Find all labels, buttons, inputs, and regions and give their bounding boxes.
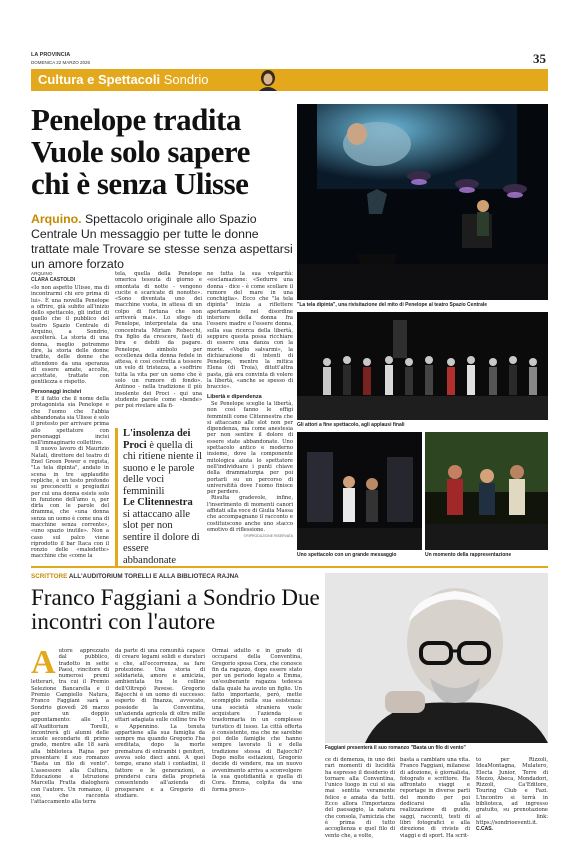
paragraph: to per Rizzoli, IdeaMontagna, Mulatero, Electa Junior, Terre di Mezzo, Abeca, Mondadori, Rizzoli, Ca'Editore, Touring Club e Fazi. L'incontro si terrà in biblioteca, ad ingresso gratuito, su prenotazione al link: https://sondrioeventi.it.: [476, 757, 548, 826]
paragraph: tela, quella della Penelope omerica tessuta di giorno e smontata di notte - vengono cucite e scaricate di nonotte». «Sono diventata uno dei macchine vuota, in attesa di un colpo di fortuna che non arriverà mai». Lo sfogo di Penelope, interpretata da una concentrata Miriam Rebecchi, fra figlio da crescere, fasti di bira e debiti da pagare. Penelope, simbolo per eccellenza della donna fedele in attesa, è così costretta a tessere un velo di tristezza, a «soffrire tutta la vita per un uomo che è solo un rumore di fondo». Antinoo - nella tradizione il più insolente dei Proci - qui una studente parole come «bende» per poi rivelare alla fi-: [115, 271, 202, 410]
article2-column-5: [400, 757, 470, 839]
paragraph: «Io non aspetto Ulisse, ma di incontrarmi chi ero prima di lui». È una novella Penelope a offrire, già subito all'inizio dello spettacolo, gli indizi di quello che il pubblico del teatro Spazio Centrale di Arquino, a Sondrio, ascolterà. La storia di una donna, meglio potremmo dire, la storia delle donne tradite, delle donne che attendono da una speranza di essere amate, accolte, accettate, trattate con gentilezza e rispetto.: [31, 285, 109, 386]
article2-column-3: [212, 648, 302, 793]
main-stage-photo: [297, 104, 548, 300]
paragraph: Ormai adulto e in grado di occuparsi della Conventina, Gregorio sposa Cora, che conosce fin da ragazzo, dopo essere stato per un periodo legato a Emma, un'esuberante ragazza tedesca dalla quale ha avuto un figlio. Un fatto importante, però, mette scompiglio nella sua esistenza: una società straniera vuole acquistare l'azienda e trasformarla in un complesso turistico di lusso. La città offerta è consistente, ma che ne sarebbe poi delle famiglie che hanno sempre lavorato lì e della tradizione stessa di Bajocchi? Dopo molte esitazioni, Gregorio decide di vendere, ma un nuovo avvenimento arriva a sconvolgere la sua quotidianità e quella di Cora. Emma, colpita da una forma preco-: [212, 648, 302, 793]
article2-column-1: [31, 644, 109, 806]
page-number: 35: [533, 51, 546, 66]
paragraph: da parte di una comunità capace di creare legami solidi e duraturi e che, all'occorrenza, sa fare protezione. Una storia di solidarietà, amore e amicizia, ambientata tra le colline dell'Oltrepò Pavese. Gregorio Bajocchi è un uomo di successo: esperto di finanza, avvocato, possiede la Conventina, un'azienda agricola di oltre mille ettari adagiata sulle colline tra Po e Appennino. La tenuta appartiene alla sua famiglia da sempre ma quando Gregorio l'ha ereditata, dopo la morte prematura di entrambi i genitori, aveva solo dieci anni. A quei tempo, erano stati i contadini, il fattore e le generazioni, a prendersi cura della proprietà consentendo all'azienda di prosperare e a Gregorio di studiare.: [115, 648, 205, 799]
paragraph: basta a cambiare una vita. Franco Faggiani, milanese di adozione, è giornalista, fotografo e scrittore. Ha affrontato viaggi e reportage in diverse parti del mondo per poi dedicarsi alla realizzazione di guide, saggi, racconti, testi di libri fotografici e alla direzione di riviste di viaggi e di sport. Ha scrit-: [400, 757, 470, 839]
paragraph: Il nuovo lavoro di Maurizio Natali, direttore del teatro di Enel Green Power e regista, "La tela dipinta", andato in scena in tre applaudite repliche, è un testo profondo su preconcetti e pregiudizi per cui una donna esiste solo in funzione dell'amo o, per dirla con le parole del dramma, che «una donna senza un uomo è come una di macchine senza corrente», «uno spazio inutile». Non a caso sul palco viene riprodotto il bar Itaca con il ronzio delle «maledette» macchine che «come la: [31, 446, 109, 560]
author-portrait-illustration: [325, 573, 548, 743]
pull-quote-text: si attaccano alle slot per non sentire il dolore di essere abbandonate: [123, 508, 200, 566]
curtain-call-illustration: [297, 312, 548, 420]
pull-quote-lead: L'insolenza dei Proci: [123, 428, 191, 451]
paragraph: E il fatto che il nome della protagonista sia Penelope e che l'uomo che l'abbia abbandonata sia Ulisse è solo il pretesto per arrivare prima allo spettatore con personaggi incisi nell'immaginario collettivo.: [31, 396, 109, 447]
main-photo-caption: "La tela dipinta", una rivisitazione del mito di Penelope al teatro Spazio Centrale: [297, 302, 488, 308]
crosshead: Libertà e dipendenza: [207, 393, 262, 400]
crosshead: Personaggi incisivi: [31, 388, 82, 395]
drop-cap: A: [31, 644, 56, 681]
article2-column-2: [115, 648, 205, 799]
article-column-1: [31, 285, 109, 560]
paper-name: LA PROVINCIA: [31, 52, 71, 58]
pull-quote-text: è quella di chi ritiene niente il suono e le parole delle voci femminili: [123, 439, 203, 497]
kicker-location: ALL'AUDITORIUM TORELLI E ALLA BIBLIOTECA RAJNA: [68, 573, 239, 580]
article2-column-4: [325, 757, 395, 839]
paragraph: ne tutta la sua volgarità: «esclamazione: «Sedurre una donna - dice - è come scollare il rumore del mare in una conchiglia». Ecco che "la tela dipinta" inizia a riflettere apertamente nel disordine interiore della donna fra l'essere madre e l'essere donna, sulla sua ricerca della libertà, seppure questa possa ricchiare di essere una danza con la morte. «Voglio salvarmi», la dichiarazione di intenti di Penelope, mentre la mitica Elena (di Troia), ditutt'altra pasta, già era convinta di volere la libertà, «anche se spesso di braccio».: [207, 271, 293, 391]
issue-date: DOMENICA 22 MARZO 2026: [31, 60, 91, 65]
article-column-3: [207, 271, 293, 539]
byline-author: CLARA CASTOLDI: [31, 277, 76, 283]
pull-quote-1: [115, 428, 202, 497]
stage-scene-photo-right: [425, 432, 548, 550]
paragraph: Risulta gradevole, infine, l'inserimento di momenti canori affidati alla voce di Giulia Massa che accompagnano il racconto e costituiscono anche uno stacco emotivo di riflessione.: [207, 495, 293, 533]
section-bar: [31, 69, 548, 91]
byline-place: ARQUINO: [31, 271, 53, 276]
location-kicker: Arquino.: [31, 212, 82, 226]
author-photo: [325, 573, 548, 743]
copyright-credit: ©RIPRODUZIONE RISERVATA: [243, 534, 293, 539]
stage-scene-photo-left: [297, 432, 422, 550]
kicker-label: SCRITTORE: [31, 573, 68, 580]
scene-right-illustration: [425, 432, 548, 550]
article2-headline: Franco Faggiani a Sondrio Due incontri con l'autore: [31, 585, 320, 634]
paragraph: Se Penelope sceglie la libertà, non così fanno le effigi femminili come Clitennestra che si attaccano alle slot non per dipendenza, ma come anestesia per non sentire il dolore di essere state abbandonate. Uno spettacolo antico e moderno insieme, dove la componente mitologica aiuta lo spettatore nell'individuare i punti chiave della drammaturgia per poi portarli su un percorso di universitità dove l'uomo finisce per perdere.: [207, 400, 293, 496]
pull-quote-lead: Le Clitennestra: [123, 497, 193, 508]
subhead-text: Spettacolo originale allo Spazio Centrale Un messaggio per tutte le donne trattate male Trovare se stesse senza aspettarsi un amore forzato: [31, 212, 293, 271]
scene-left-illustration: [297, 432, 422, 550]
article2-kicker: [31, 573, 239, 580]
author-photo-caption: Faggiani presenterà il suo romanzo "Basta un filo di vento": [325, 745, 466, 751]
section-name: Cultura e Spettacoli: [38, 72, 161, 87]
scene-right-caption: Un momento della rappresentazione: [425, 552, 512, 558]
curtain-call-photo: [297, 312, 548, 420]
masthead: [31, 52, 90, 66]
paragraph: ce di demenza, in uno dei rari momenti di lucidità ha espresso il desiderio di tornare alla Conventina, l'unico luogo in cui si sia mai sentita veramente felice e amata da tutti. Ecco allora l'importanza del paesaggio, la natura che consola, l'amicizia che è prima di tutto accoglienza e quel filo di vento che, a volte,: [325, 757, 395, 839]
pull-quote-2: [115, 497, 202, 566]
article-column-2: [115, 271, 202, 410]
portrait-icon: [253, 69, 283, 91]
article2-column-6: [476, 757, 548, 833]
stage-illustration: [297, 104, 548, 300]
section-divider: [31, 566, 548, 568]
byline: [31, 271, 75, 283]
curtain-call-caption: Gli attori a fine spettacolo, agli applausi finali: [297, 422, 405, 428]
article-headline: Penelope tradita Vuole solo sapere chi è senza Ulisse: [31, 102, 250, 201]
paragraph: utore apprezzato dal pubblico, tradotto in sette Paesi, vincitore di numerosi premi letterari, tra cui il Premio Selezione Bancarella e il Premio Campiello Natura, Franco Faggiani sarà a Sondrio giovedì 26 marzo per un doppio appuntamento: alle 11, all'Auditorium Torelli, incontrerà gli alunni delle scuole secondarie di primo grado, mentre alle 18 sarà alla biblioteca Rajna per presentare il suo romanzo "Basta un filo di vento". L'assessore alla Cultura, Educazione e Istruzione Marcella Fratta dialogherà con l'autore. Un romanzo, il suo, che racconta l'attaccamento alla terra: [31, 648, 109, 806]
scene-left-caption: Uno spettacolo con un grande messaggio: [297, 552, 397, 558]
signoff: C.CAS.: [476, 826, 493, 833]
section-city: Sondrio: [163, 72, 209, 87]
article-subhead: [31, 212, 293, 272]
section-title: [38, 72, 209, 87]
